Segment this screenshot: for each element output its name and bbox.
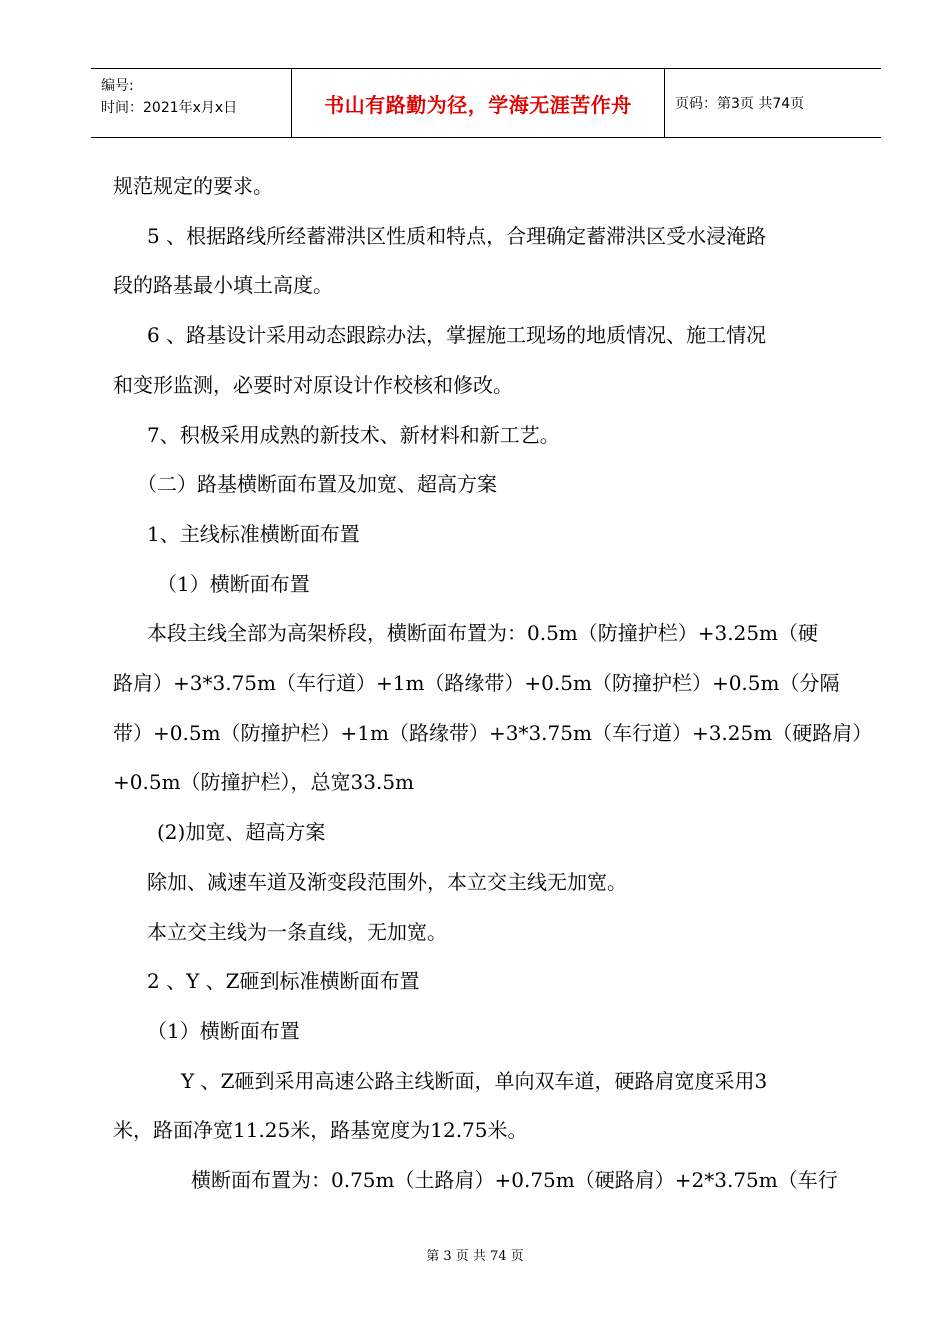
body-line: 段的路基最小填土高度。 [113, 273, 333, 298]
body-line: （1）横断面布置 [157, 571, 310, 596]
document-code-label: 编号: [101, 78, 134, 94]
body-line: 横断面布置为：0.75m（土路肩）+0.75m（硬路肩）+2*3.75m（车行 [191, 1168, 838, 1193]
body-line: 5 、根据路线所经蓄滞洪区性质和特点，合理确定蓄滞洪区受水浸淹路 [147, 223, 767, 248]
body-line: +0.5m（防撞护栏），总宽33.5m [113, 770, 415, 795]
header-page-label: 页码：第3页 共74页 [675, 96, 805, 112]
body-line: 带）+0.5m（防撞护栏）+1m（路缘带）+3*3.75m（车行道）+3.25m（硬路肩） [113, 720, 873, 745]
body-line: Y 、Z砸到采用高速公路主线断面，单向双车道，硬路肩宽度采用3 [181, 1068, 768, 1093]
body-line: 路肩）+3*3.75m（车行道）+1m（路缘带）+0.5m（防撞护栏）+0.5m（分隔 [113, 671, 840, 696]
body-line: (2)加宽、超高方案 [157, 820, 326, 845]
page-header [91, 68, 881, 138]
header-motto: 书山有路勤为径，学海无涯苦作舟 [292, 69, 665, 137]
document-body [113, 162, 873, 1206]
body-line: 本段主线全部为高架桥段，横断面布置为：0.5m（防撞护栏）+3.25m（硬 [147, 621, 819, 646]
header-info-cell [91, 69, 292, 137]
page-footer: 第 3 页 共 74 页 [426, 1249, 524, 1264]
body-line: 2 、Y 、Z砸到标准横断面布置 [147, 969, 420, 994]
body-line: 7、积极采用成熟的新技术、新材料和新工艺。 [147, 422, 560, 447]
body-line: 和变形监测，必要时对原设计作校核和修改。 [113, 372, 513, 397]
body-line: 除加、减速车道及渐变段范围外，本立交主线无加宽。 [147, 869, 627, 894]
document-time-label: 时间：2021年x月x日 [101, 100, 238, 116]
body-line: 6 、路基设计采用动态跟踪办法，掌握施工现场的地质情况、施工情况 [147, 323, 767, 348]
body-line: （二）路基横断面布置及加宽、超高方案 [137, 472, 497, 497]
body-line: （1）横断面布置 [147, 1018, 300, 1043]
body-line: 本立交主线为一条直线，无加宽。 [147, 919, 447, 944]
body-line: 1、主线标准横断面布置 [147, 521, 360, 546]
body-line: 米，路面净宽11.25米，路基宽度为12.75米。 [113, 1118, 528, 1143]
body-line: 规范规定的要求。 [113, 174, 273, 198]
